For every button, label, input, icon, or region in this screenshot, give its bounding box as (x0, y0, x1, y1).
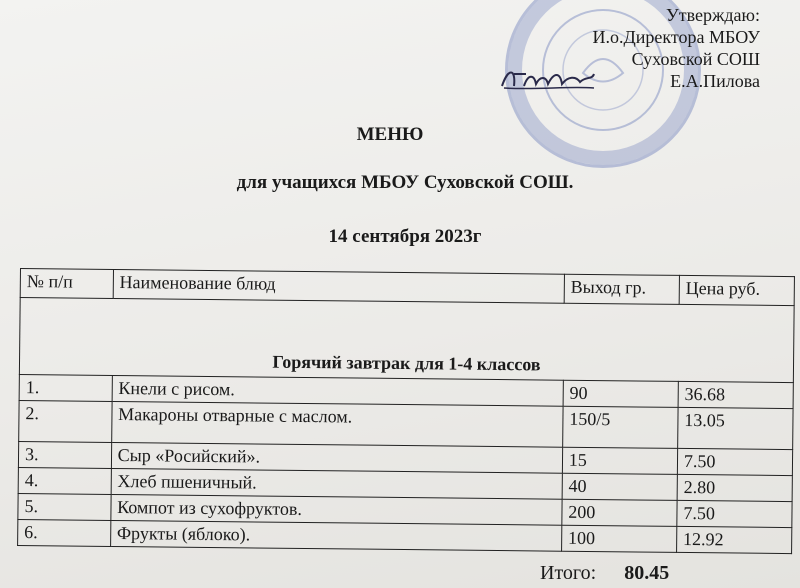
row-weight: 150/5 (562, 406, 678, 448)
row-dish-name: Макароны отварные с маслом. (111, 401, 563, 447)
row-weight: 100 (561, 525, 676, 552)
row-number: 2. (19, 400, 112, 442)
menu-date: 14 сентября 2023г (328, 226, 482, 247)
row-weight: 200 (562, 499, 677, 526)
row-price: 7.50 (677, 500, 792, 527)
header-number: № п/п (20, 269, 113, 299)
approval-signer-name: Е.А.Пилова (670, 71, 760, 91)
row-number: 4. (18, 467, 111, 494)
approval-school: Суховской СОШ (631, 49, 760, 69)
row-price: 36.68 (678, 381, 793, 408)
row-number: 5. (18, 493, 111, 520)
row-weight: 15 (562, 447, 677, 474)
header-price: Цена руб. (679, 275, 794, 305)
approval-position: И.о.Директора МБОУ (592, 27, 760, 47)
row-price: 7.50 (677, 448, 792, 475)
section-row (19, 298, 794, 383)
section-title: Горячий завтрак для 1-4 классов (19, 298, 794, 383)
approval-signer-row (593, 70, 760, 92)
handwritten-signature (498, 64, 598, 94)
row-dish-name: Компот из сухофруктов. (111, 494, 562, 525)
row-number: 3. (18, 441, 111, 468)
header-dish-name: Наименование блюд (113, 269, 564, 303)
approval-block (593, 4, 760, 92)
total-value: 80.45 (624, 562, 670, 584)
menu-table-wrapper (17, 268, 800, 554)
row-number: 1. (19, 374, 112, 401)
row-dish-name: Хлеб пшеничный. (111, 468, 562, 499)
total-line (540, 562, 669, 585)
menu-table (17, 268, 795, 554)
approval-heading: Утверждаю: (665, 5, 760, 25)
page-subtitle: для учащихся МБОУ Суховской СОШ. (236, 172, 574, 193)
row-price: 12.92 (676, 526, 791, 553)
row-dish-name: Фрукты (яблоко). (110, 520, 561, 551)
row-dish-name: Сыр «Росийский». (111, 442, 562, 473)
row-number: 6. (18, 519, 111, 546)
row-dish-name: Кнели с рисом. (112, 375, 563, 406)
header-weight: Выход гр. (564, 274, 679, 304)
total-label: Итого: (540, 562, 597, 584)
row-weight: 40 (562, 473, 677, 500)
page-title: МЕНЮ (356, 124, 424, 145)
row-price: 13.05 (678, 407, 794, 449)
row-price: 2.80 (677, 474, 792, 501)
row-weight: 90 (563, 380, 678, 407)
